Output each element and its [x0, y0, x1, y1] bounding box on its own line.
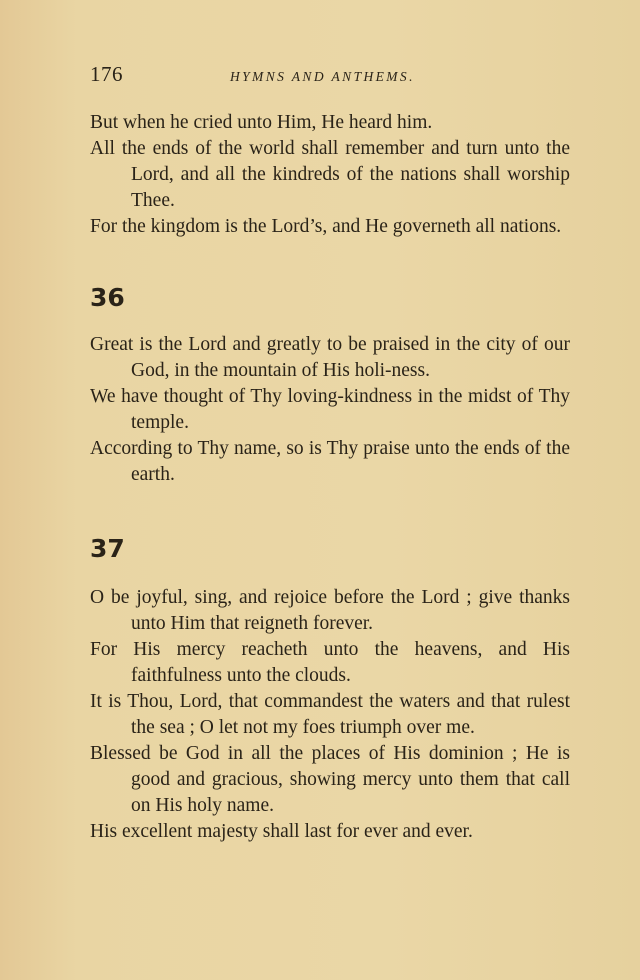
psalm-number: 36 [90, 283, 125, 312]
verse: For His mercy reacheth unto the heavens, and His faithfulness unto the clouds. [90, 639, 570, 686]
verse: But when he cried unto Him, He heard him. [90, 112, 433, 133]
verse: Blessed be God in all the places of His dominion ; He is good and gracious, showing mercy unto them that call on His holy name. [90, 743, 570, 816]
verse: Great is the Lord and greatly to be praised in the city of our God, in the mountain of His holi-ness. [90, 334, 570, 381]
verse: For the kingdom is the Lord’s, and He governeth all nations. [90, 216, 562, 237]
psalm-text [90, 332, 570, 488]
verse: We have thought of Thy loving-kindness in the midst of Thy temple. [90, 386, 570, 433]
page-number: 176 [90, 62, 123, 86]
verse: According to Thy name, so is Thy praise unto the ends of the earth. [90, 438, 570, 485]
verse: O be joyful, sing, and rejoice before the Lord ; give thanks unto Him that reigneth forever. [90, 587, 570, 634]
continued-psalm-text [90, 110, 570, 240]
running-title: HYMNS AND ANTHEMS. [230, 69, 415, 84]
psalm-text [90, 585, 570, 845]
running-head [90, 62, 570, 92]
verse: His excellent majesty shall last for ever and ever. [90, 821, 473, 842]
verse: All the ends of the world shall remember and turn unto the Lord, and all the kindreds of the nations shall worship Thee. [90, 138, 570, 211]
psalm-number: 37 [90, 534, 125, 563]
verse: It is Thou, Lord, that commandest the waters and that rulest the sea ; O let not my foes triumph over me. [90, 691, 570, 738]
